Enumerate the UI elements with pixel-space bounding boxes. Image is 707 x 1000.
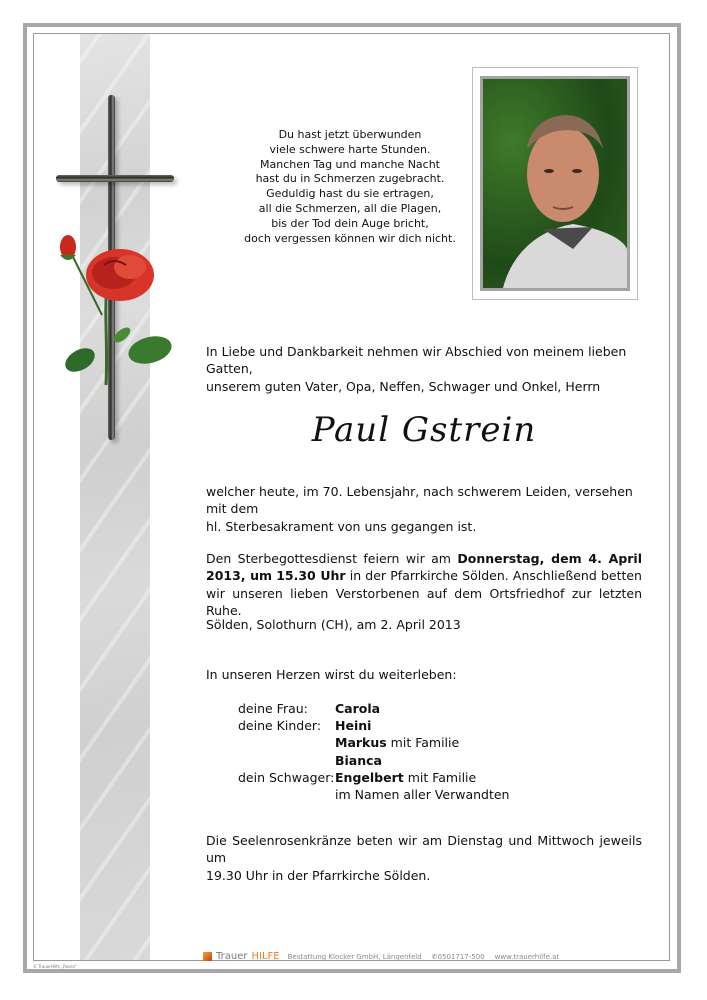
logo-text-trauer: Trauer bbox=[216, 951, 248, 962]
poem-line: doch vergessen können wir dich nicht. bbox=[244, 231, 456, 245]
family-row bbox=[238, 700, 509, 717]
trauerhilfe-logo-icon bbox=[203, 952, 212, 961]
family-suffix: mit Familie bbox=[386, 735, 460, 751]
family-relation bbox=[238, 752, 335, 769]
family-name: Markus bbox=[335, 735, 387, 751]
family-name: Heini bbox=[335, 718, 372, 734]
poem-line: Manchen Tag und manche Nacht bbox=[259, 157, 440, 171]
intro-line: unserem guten Vater, Opa, Neffen, Schwager und Onkel, Herrn bbox=[206, 378, 601, 394]
cross-bar bbox=[56, 175, 174, 182]
poem-line: Geduldig hast du sie ertragen, bbox=[266, 187, 434, 201]
family-row bbox=[238, 752, 509, 769]
family-row bbox=[238, 734, 509, 751]
family-suffix: im Namen aller Verwandten bbox=[335, 787, 510, 803]
passing-line: welcher heute, im 70. Lebensjahr, nach schwerem Leiden, versehen mit dem bbox=[206, 484, 633, 517]
portrait-photo bbox=[480, 76, 630, 291]
service-date: Donnerstag, dem 4. April 2013, um bbox=[206, 551, 642, 584]
portrait-frame bbox=[472, 67, 638, 300]
passing-text bbox=[206, 483, 642, 535]
family-name: Carola bbox=[335, 701, 381, 716]
family-name: Engelbert bbox=[335, 769, 404, 785]
passing-line: hl. Sterbesakrament von uns gegangen ist. bbox=[206, 518, 477, 534]
rose-icon bbox=[42, 225, 182, 390]
footer-website[interactable]: www.trauerhilfe.at bbox=[494, 952, 560, 961]
deceased-name: Paul Gstrein bbox=[311, 410, 537, 450]
service-post: in der Pfarrkirche Sölden. Anschließend betten wir unseren lieben Verstorbenen auf dem Ortsfriedhof zur letzten Ruhe. bbox=[206, 568, 642, 619]
family-row bbox=[238, 717, 509, 734]
family-row bbox=[238, 769, 509, 786]
image-credit: © TrauerHilfe „Rosen" bbox=[33, 964, 78, 969]
place-date: Sölden, Solothurn (CH), am 2. April 2013 bbox=[206, 617, 461, 632]
intro-text bbox=[206, 343, 642, 395]
intro-line: In Liebe und Dankbarkeit nehmen wir Abschied von meinem lieben Gatten, bbox=[206, 344, 627, 377]
decorative-stripe bbox=[80, 34, 150, 960]
family-relation: deine Kinder: bbox=[238, 718, 322, 734]
rosary-text bbox=[206, 832, 642, 884]
footer bbox=[203, 951, 559, 962]
poem-line: bis der Tod dein Auge bricht, bbox=[271, 216, 429, 230]
family-suffix: mit Familie bbox=[403, 769, 477, 785]
family-relation: dein Schwager: bbox=[238, 769, 335, 785]
family-relation: deine Frau: bbox=[238, 701, 308, 716]
logo-text-hilfe: HILFE bbox=[251, 951, 280, 962]
rosary-line: Die Seelenrosenkränze beten wir am Dienstag und Mittwoch jeweils um bbox=[206, 833, 642, 866]
poem-line: hast du in Schmerzen zugebracht. bbox=[255, 172, 445, 186]
poem-line: Du hast jetzt überwunden bbox=[278, 128, 422, 141]
family-relation bbox=[238, 734, 335, 751]
family-relation bbox=[238, 786, 335, 803]
rosary-line: 19.30 Uhr in der Pfarrkirche Sölden. bbox=[206, 867, 431, 883]
footer-company: Bestattung Klocker GmbH, Längenfeld bbox=[287, 952, 422, 961]
footer-phone: ✆0501717-500 bbox=[431, 952, 485, 961]
poem-line: viele schwere harte Stunden. bbox=[269, 142, 431, 156]
family-row bbox=[238, 786, 509, 803]
family-intro: In unseren Herzen wirst du weiterleben: bbox=[206, 667, 457, 682]
service-time: 15.30 Uhr bbox=[276, 568, 346, 584]
poem bbox=[240, 128, 460, 246]
family-name: Bianca bbox=[335, 752, 382, 768]
poem-line: all die Schmerzen, all die Plagen, bbox=[258, 201, 442, 215]
portrait-image bbox=[483, 79, 627, 288]
service-pre: Den Sterbegottesdienst feiern wir am bbox=[206, 551, 458, 566]
service-text bbox=[206, 550, 642, 620]
family-list bbox=[238, 700, 509, 803]
